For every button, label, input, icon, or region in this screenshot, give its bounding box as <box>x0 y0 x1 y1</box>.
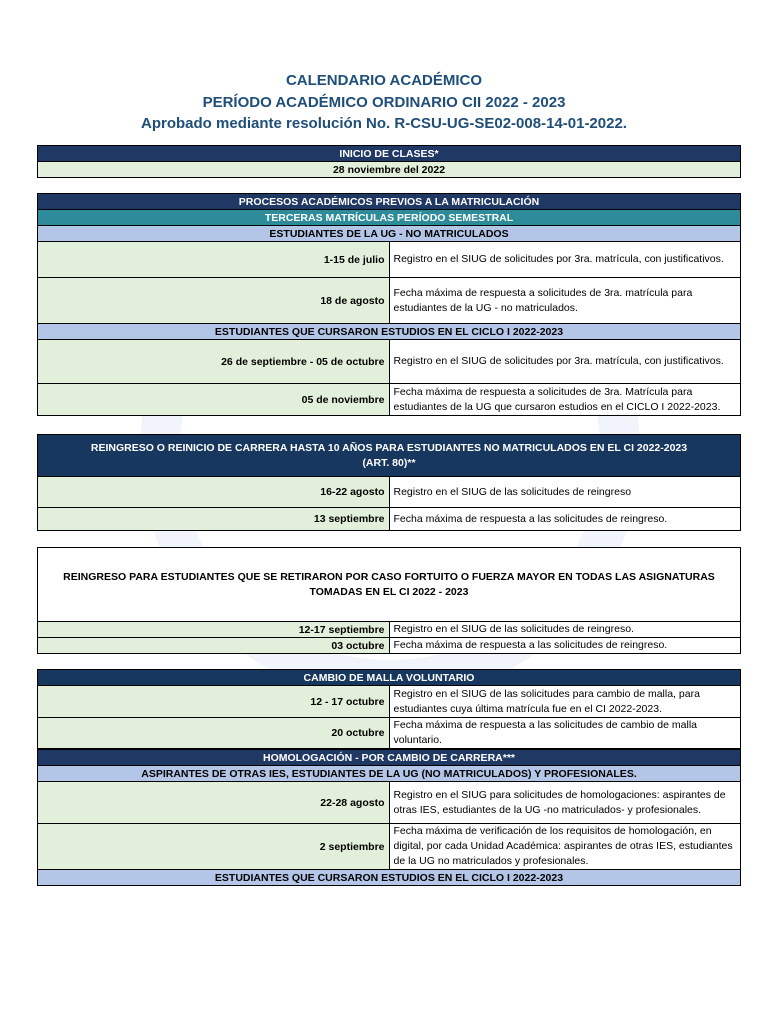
row-date: 20 octubre <box>38 718 390 749</box>
reingreso-title-line1: REINGRESO O REINICIO DE CARRERA HASTA 10 AÑOS PARA ESTUDIANTES NO MATRICULADOS EN EL CI 2022-2023 <box>90 441 688 454</box>
table-row <box>38 242 741 278</box>
row-desc: Fecha máxima de respuesta a solicitudes de 3ra. matrícula para estudiantes de la UG - no matriculados. <box>389 278 741 324</box>
reingreso-title-line2: (ART. 80)** <box>362 456 416 469</box>
row-date: 05 de noviembre <box>38 384 390 416</box>
table-row <box>38 824 741 870</box>
row-date: 2 septiembre <box>38 824 390 870</box>
previos-table <box>37 193 741 416</box>
row-date: 22-28 agosto <box>38 782 390 824</box>
group-header: ASPIRANTES DE OTRAS IES, ESTUDIANTES DE LA UG (NO MATRICULADOS) Y PROFESIONALES. <box>38 766 741 782</box>
inicio-table <box>37 145 741 178</box>
resolution-title: Aprobado mediante resolución No. R-CSU-UG-SE02-008-14-01-2022. <box>141 115 627 132</box>
previos-header: PROCESOS ACADÉMICOS PREVIOS A LA MATRICULACIÓN <box>38 194 741 210</box>
inicio-header: INICIO DE CLASES* <box>38 146 741 162</box>
fortuito-table <box>37 547 741 654</box>
row-date: 12-17 septiembre <box>38 622 390 638</box>
table-row <box>38 622 741 638</box>
table-row <box>38 508 741 531</box>
row-date: 12 - 17 octubre <box>38 686 390 718</box>
row-desc: Registro en el SIUG de las solicitudes de reingreso <box>389 477 741 508</box>
row-date: 18 de agosto <box>38 278 390 324</box>
row-date: 16-22 agosto <box>38 477 390 508</box>
row-desc: Fecha máxima de respuesta a las solicitudes de reingreso. <box>389 638 741 654</box>
calendar-title: CALENDARIO ACADÉMICO <box>285 72 483 89</box>
table-row <box>38 384 741 416</box>
period-title: PERÍODO ACADÉMICO ORDINARIO CII 2022 - 2023 <box>202 94 566 111</box>
table-row <box>38 638 741 654</box>
row-desc: Fecha máxima de verificación de los requisitos de homologación, en digital, por cada Unidad Académica: aspirantes de otras IES, estudiantes de la UG no matriculados y profesionales. <box>389 824 741 870</box>
table-row <box>38 477 741 508</box>
table-row <box>38 340 741 384</box>
table-row <box>38 278 741 324</box>
homologacion-header: HOMOLOGACIÓN - POR CAMBIO DE CARRERA*** <box>38 750 741 766</box>
malla-header: CAMBIO DE MALLA VOLUNTARIO <box>38 670 741 686</box>
row-desc: Fecha máxima de respuesta a las solicitudes de cambio de malla voluntario. <box>389 718 741 749</box>
row-desc: Registro en el SIUG de solicitudes por 3ra. matrícula, con justificativos. <box>389 242 741 278</box>
row-desc: Registro en el SIUG para solicitudes de homologaciones: aspirantes de otras IES, estudiantes de la UG -no matriculados- y profesionales. <box>389 782 741 824</box>
group-header: ESTUDIANTES QUE CURSARON ESTUDIOS EN EL CICLO I 2022-2023 <box>38 870 741 886</box>
terceras-header: TERCERAS MATRÍCULAS PERÍODO SEMESTRAL <box>38 210 741 226</box>
table-row <box>38 686 741 718</box>
homologacion-table <box>37 749 741 886</box>
fortuito-header: REINGRESO PARA ESTUDIANTES QUE SE RETIRARON POR CASO FORTUITO O FUERZA MAYOR EN TODAS LAS ASIGNATURAS TOMADAS EN EL CI 2022 - 2023 <box>38 548 741 622</box>
row-date: 13 septiembre <box>38 508 390 531</box>
group-header: ESTUDIANTES QUE CURSARON ESTUDIOS EN EL CICLO I 2022-2023 <box>38 324 741 340</box>
reingreso-header <box>38 435 741 477</box>
row-desc: Fecha máxima de respuesta a las solicitudes de reingreso. <box>389 508 741 531</box>
table-row <box>38 718 741 749</box>
row-date: 26 de septiembre - 05 de octubre <box>38 340 390 384</box>
group-header: ESTUDIANTES DE LA UG - NO MATRICULADOS <box>38 226 741 242</box>
malla-table <box>37 669 741 749</box>
row-desc: Registro en el SIUG de solicitudes por 3ra. matrícula, con justificativos. <box>389 340 741 384</box>
row-desc: Registro en el SIUG de las solicitudes de reingreso. <box>389 622 741 638</box>
row-date: 03 octubre <box>38 638 390 654</box>
reingreso-table <box>37 434 741 531</box>
row-desc: Registro en el SIUG de las solicitudes para cambio de malla, para estudiantes cuya última matrícula fue en el CI 2022-2023. <box>389 686 741 718</box>
row-date: 1-15 de julio <box>38 242 390 278</box>
row-desc: Fecha máxima de respuesta a solicitudes de 3ra. Matrícula para estudiantes de la UG que cursaron estudios en el CICLO I 2022-2023. <box>389 384 741 416</box>
table-row <box>38 782 741 824</box>
inicio-date: 28 noviembre del 2022 <box>38 162 741 178</box>
